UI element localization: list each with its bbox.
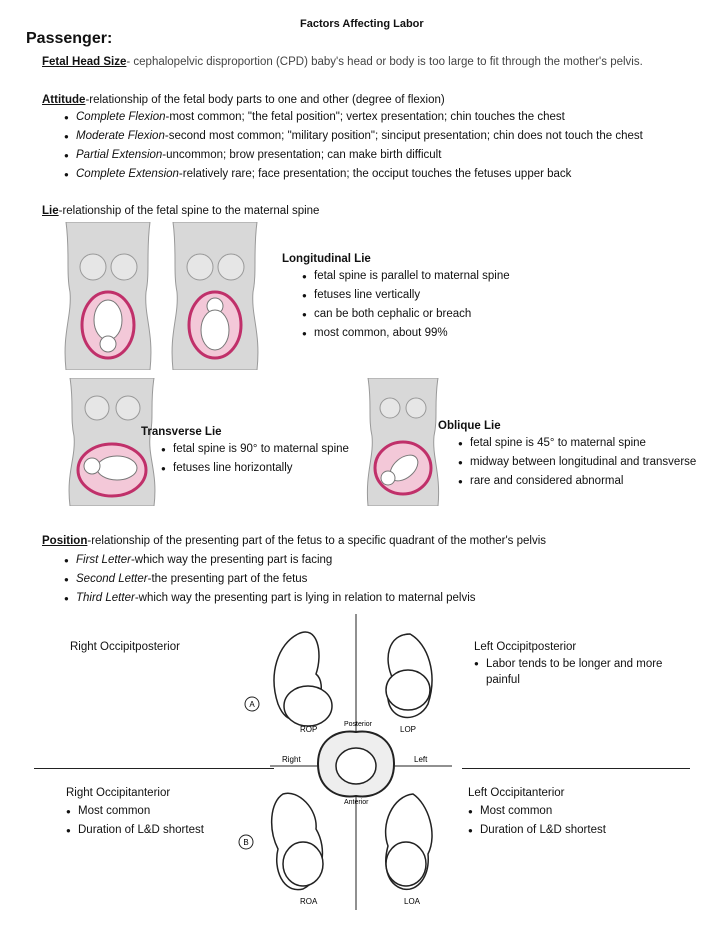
longitudinal-lie-list [302, 267, 510, 343]
oblique-lie-figure [362, 378, 444, 506]
fetal-head-desc: - cephalopelvic disproportion (CPD) baby's head or body is too large to fit through the mother's pelvis. [126, 56, 643, 68]
page-title: Factors Affecting Labor [300, 18, 424, 30]
roa-list [66, 802, 204, 840]
transverse-lie-figure [62, 378, 162, 506]
list-item: ● First Letter-which way the presenting part is facing [64, 551, 476, 570]
attitude-desc: -relationship of the fetal body parts to one and other (degree of flexion) [85, 94, 445, 106]
list-item: ● fetuses line vertically [302, 286, 510, 305]
label-right: Right [282, 755, 301, 764]
list-item: ● midway between longitudinal and transverse [458, 453, 696, 472]
attitude-line [42, 94, 445, 106]
list-item: ● Labor tends to be longer and more painful [474, 656, 684, 688]
label-anterior: Anterior [344, 799, 369, 806]
list-item: ● Most common [468, 802, 606, 821]
divider-left [34, 768, 274, 769]
list-item: ● fetuses line horizontally [161, 459, 349, 478]
position-line [42, 535, 546, 547]
loa-title: Left Occipitanterior [468, 787, 565, 799]
roa-title: Right Occipitanterior [66, 787, 171, 799]
list-item: ● rare and considered abnormal [458, 472, 696, 491]
fetal-head-term: Fetal Head Size [42, 56, 127, 68]
loa-list [468, 802, 606, 840]
list-item: ● Complete Flexion-most common; "the fetal position"; vertex presentation; chin touches the chest [64, 108, 643, 127]
lop-list [474, 656, 684, 688]
list-item: ● Duration of L&D shortest [66, 821, 204, 840]
lie-line [42, 205, 319, 217]
fetal-head-line [42, 56, 643, 68]
label-loa: LOA [404, 897, 421, 906]
list-item: ● most common, about 99% [302, 324, 510, 343]
divider-right [462, 768, 690, 769]
list-item: ● Duration of L&D shortest [468, 821, 606, 840]
transverse-lie-list [161, 440, 349, 478]
label-b: B [243, 838, 249, 847]
label-lop: LOP [400, 725, 417, 734]
pelvis-position-diagram [238, 614, 474, 914]
attitude-list [64, 108, 643, 184]
list-item: ● fetal spine is 90° to maternal spine [161, 440, 349, 459]
list-item: ● Second Letter-the presenting part of the fetus [64, 570, 476, 589]
list-item: ● Most common [66, 802, 204, 821]
lie-desc: -relationship of the fetal spine to the maternal spine [58, 205, 320, 217]
list-item: ● fetal spine is parallel to maternal spine [302, 267, 510, 286]
label-posterior: Posterior [344, 721, 373, 728]
list-item: ● Complete Extension-relatively rare; face presentation; the occiput touches the fetuses upper back [64, 165, 643, 184]
oblique-lie-list [458, 434, 696, 491]
oblique-lie-title: Oblique Lie [438, 420, 501, 432]
attitude-term: Attitude [42, 94, 86, 106]
list-item: ● Partial Extension-uncommon; brow presentation; can make birth difficult [64, 146, 643, 165]
section-heading: Passenger: [26, 30, 113, 47]
rop-title: Right Occipitposterior [70, 641, 180, 653]
lop-title: Left Occipitposterior [474, 641, 577, 653]
list-item: ● Third Letter-which way the presenting part is lying in relation to maternal pelvis [64, 589, 476, 608]
label-left: Left [414, 755, 428, 764]
list-item: ● Moderate Flexion-second most common; "military position"; sinciput presentation; chin does not touch the chest [64, 127, 643, 146]
label-roa: ROA [300, 897, 318, 906]
label-rop: ROP [300, 725, 318, 734]
label-a: A [249, 700, 255, 709]
transverse-lie-title: Transverse Lie [141, 426, 222, 438]
longitudinal-lie-figure-1 [58, 222, 158, 370]
position-term: Position [42, 535, 88, 547]
position-desc: -relationship of the presenting part of the fetus to a specific quadrant of the mother's pelvis [87, 535, 546, 547]
list-item: ● fetal spine is 45° to maternal spine [458, 434, 696, 453]
longitudinal-lie-figure-2 [165, 222, 265, 370]
position-list [64, 551, 476, 608]
longitudinal-lie-title: Longitudinal Lie [282, 253, 371, 265]
lie-term: Lie [42, 205, 59, 217]
list-item: ● can be both cephalic or breach [302, 305, 510, 324]
